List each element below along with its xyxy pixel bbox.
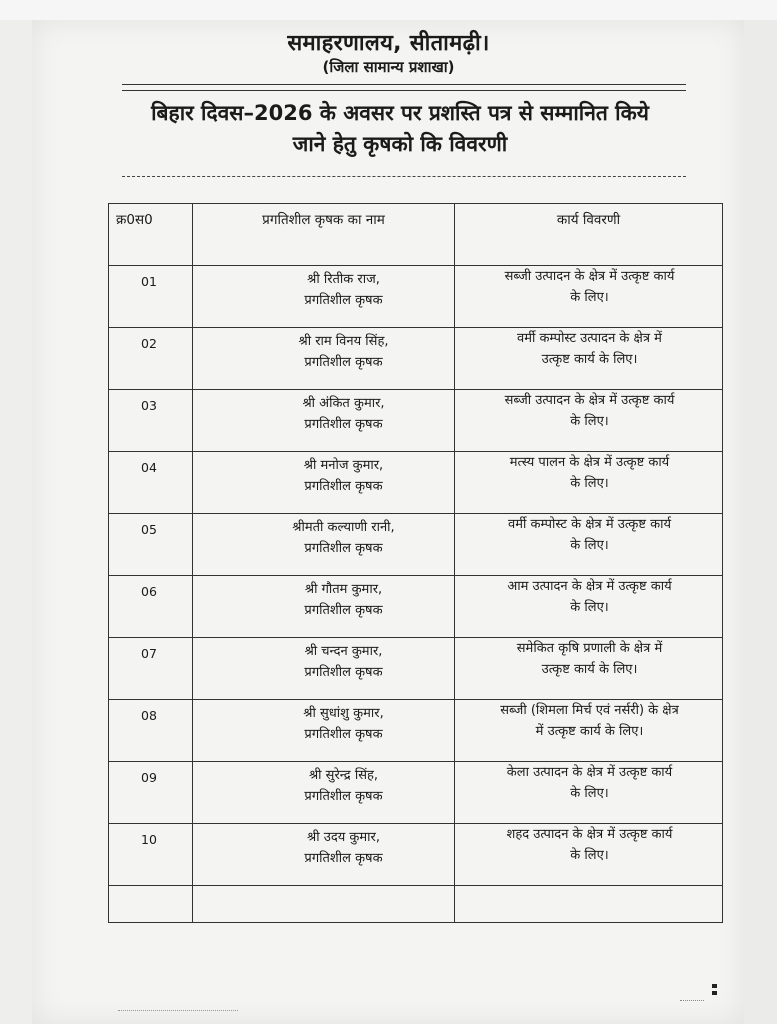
work-line-2: के लिए।	[570, 290, 609, 305]
work-line-2: के लिए।	[570, 538, 609, 553]
table-row	[109, 762, 723, 824]
serial-cell	[109, 824, 193, 886]
serial-cell	[109, 266, 193, 328]
document-heading	[80, 98, 720, 160]
work-line-2: के लिए।	[570, 786, 609, 801]
serial-cell	[109, 390, 193, 452]
serial-number: 07	[141, 646, 157, 661]
work-line-2: के लिए।	[570, 848, 609, 863]
farmer-role: प्रगतिशील कृषक	[304, 417, 383, 432]
farmer-name: श्री सुधांशु कुमार,	[303, 706, 384, 721]
farmer-name: श्री सुरेन्द्र सिंह,	[308, 768, 379, 783]
farmer-role: प्रगतिशील कृषक	[304, 727, 383, 742]
work-line-2: में उत्कृष्ट कार्य के लिए।	[535, 724, 644, 739]
farmer-name: श्रीमती कल्याणी रानी,	[292, 520, 395, 535]
work-cell	[455, 824, 723, 886]
work-line-1: आम उत्पादन के क्षेत्र में उत्कृष्ट कार्य	[507, 579, 672, 594]
work-line-2: के लिए।	[570, 414, 609, 429]
farmer-name: श्री राम विनय सिंह,	[298, 334, 389, 349]
heading-underline	[122, 176, 686, 177]
farmer-role: प्रगतिशील कृषक	[304, 479, 383, 494]
serial-number: 01	[141, 274, 157, 289]
work-cell	[455, 328, 723, 390]
work-cell	[455, 514, 723, 576]
farmer-role: प्रगतिशील कृषक	[304, 603, 383, 618]
table-row	[109, 824, 723, 886]
empty-row	[109, 886, 723, 923]
work-cell	[455, 700, 723, 762]
work-line-1: समेकित कृषि प्रणाली के क्षेत्र में	[516, 641, 663, 656]
serial-number: 05	[141, 522, 157, 537]
serial-cell	[109, 638, 193, 700]
serial-cell	[109, 700, 193, 762]
table-row	[109, 700, 723, 762]
name-cell	[193, 266, 455, 328]
right-margin	[744, 20, 777, 1024]
header-serial: क्र0स0	[109, 204, 193, 266]
work-cell	[455, 266, 723, 328]
work-line-2: के लिए।	[570, 600, 609, 615]
work-cell	[455, 638, 723, 700]
work-cell	[455, 452, 723, 514]
work-line-1: मत्स्य पालन के क्षेत्र में उत्कृष्ट कार्य	[509, 455, 670, 470]
name-cell	[193, 638, 455, 700]
farmer-name: श्री उदय कुमार,	[307, 830, 380, 845]
name-cell	[193, 700, 455, 762]
serial-number: 10	[141, 832, 157, 847]
serial-number: 02	[141, 336, 157, 351]
serial-number: 06	[141, 584, 157, 599]
farmer-role: प्रगतिशील कृषक	[304, 789, 383, 804]
table-header-row	[109, 204, 723, 266]
table-row	[109, 638, 723, 700]
work-line-1: शहद उत्पादन के क्षेत्र में उत्कृष्ट कार्य	[506, 827, 673, 842]
serial-cell	[109, 576, 193, 638]
office-title: समाहरणालय, सीतामढ़ी।	[287, 31, 490, 56]
heading-line-2: जाने हेतु कृषको कि विवरणी	[292, 132, 508, 156]
work-line-1: वर्मी कम्पोस्ट के क्षेत्र में उत्कृष्ट कार्य	[507, 517, 671, 532]
empty-cell	[455, 886, 723, 923]
table-row	[109, 452, 723, 514]
farmer-name: श्री मनोज कुमार,	[303, 458, 384, 473]
header-rule-top	[122, 84, 686, 85]
table-row	[109, 328, 723, 390]
name-cell	[193, 328, 455, 390]
farmer-name: श्री गौतम कुमार,	[304, 582, 383, 597]
header-rule-bottom	[122, 90, 686, 91]
serial-cell	[109, 514, 193, 576]
serial-cell	[109, 328, 193, 390]
empty-cell	[193, 886, 455, 923]
work-line-1: सब्जी (शिमला मिर्च एवं नर्सरी) के क्षेत्र	[500, 703, 679, 718]
table-row	[109, 390, 723, 452]
work-cell	[455, 390, 723, 452]
bottom-dash-right	[680, 1000, 704, 1001]
table-row	[109, 514, 723, 576]
work-line-2: के लिए।	[570, 476, 609, 491]
work-line-2: उत्कृष्ट कार्य के लिए।	[541, 662, 638, 677]
work-line-1: वर्मी कम्पोस्ट उत्पादन के क्षेत्र में	[517, 331, 662, 346]
farmer-name: श्री रितीक राज,	[307, 272, 380, 287]
serial-number: 09	[141, 770, 157, 785]
bottom-dash	[118, 1010, 238, 1011]
name-cell	[193, 576, 455, 638]
name-cell	[193, 762, 455, 824]
work-line-2: उत्कृष्ट कार्य के लिए।	[541, 352, 638, 367]
empty-cell	[109, 886, 193, 923]
farmer-role: प्रगतिशील कृषक	[304, 851, 383, 866]
farmer-role: प्रगतिशील कृषक	[304, 355, 383, 370]
corner-mark	[712, 984, 718, 1000]
left-margin	[0, 20, 32, 1024]
farmer-name: श्री अंकित कुमार,	[302, 396, 385, 411]
work-line-1: केला उत्पादन के क्षेत्र में उत्कृष्ट कार्य	[506, 765, 673, 780]
name-cell	[193, 824, 455, 886]
farmers-table	[108, 203, 723, 923]
table-row	[109, 576, 723, 638]
name-cell	[193, 514, 455, 576]
name-cell	[193, 452, 455, 514]
farmer-role: प्रगतिशील कृषक	[304, 665, 383, 680]
serial-number: 03	[141, 398, 157, 413]
office-subtitle: (जिला सामान्य प्रशाखा)	[322, 58, 455, 76]
serial-cell	[109, 452, 193, 514]
table-row	[109, 266, 723, 328]
farmer-name: श्री चन्दन कुमार,	[304, 644, 383, 659]
header-work: कार्य विवरणी	[455, 204, 723, 266]
work-line-1: सब्जी उत्पादन के क्षेत्र में उत्कृष्ट कार्य	[504, 269, 675, 284]
work-cell	[455, 762, 723, 824]
top-margin	[0, 0, 777, 20]
name-cell	[193, 390, 455, 452]
serial-number: 04	[141, 460, 157, 475]
header-name: प्रगतिशील कृषक का नाम	[193, 204, 455, 266]
work-cell	[455, 576, 723, 638]
work-line-1: सब्जी उत्पादन के क्षेत्र में उत्कृष्ट कार्य	[504, 393, 675, 408]
serial-cell	[109, 762, 193, 824]
farmer-role: प्रगतिशील कृषक	[304, 293, 383, 308]
heading-line-1: बिहार दिवस–2026 के अवसर पर प्रशस्ति पत्र से सम्मानित किये	[151, 101, 649, 125]
farmer-role: प्रगतिशील कृषक	[304, 541, 383, 556]
serial-number: 08	[141, 708, 157, 723]
